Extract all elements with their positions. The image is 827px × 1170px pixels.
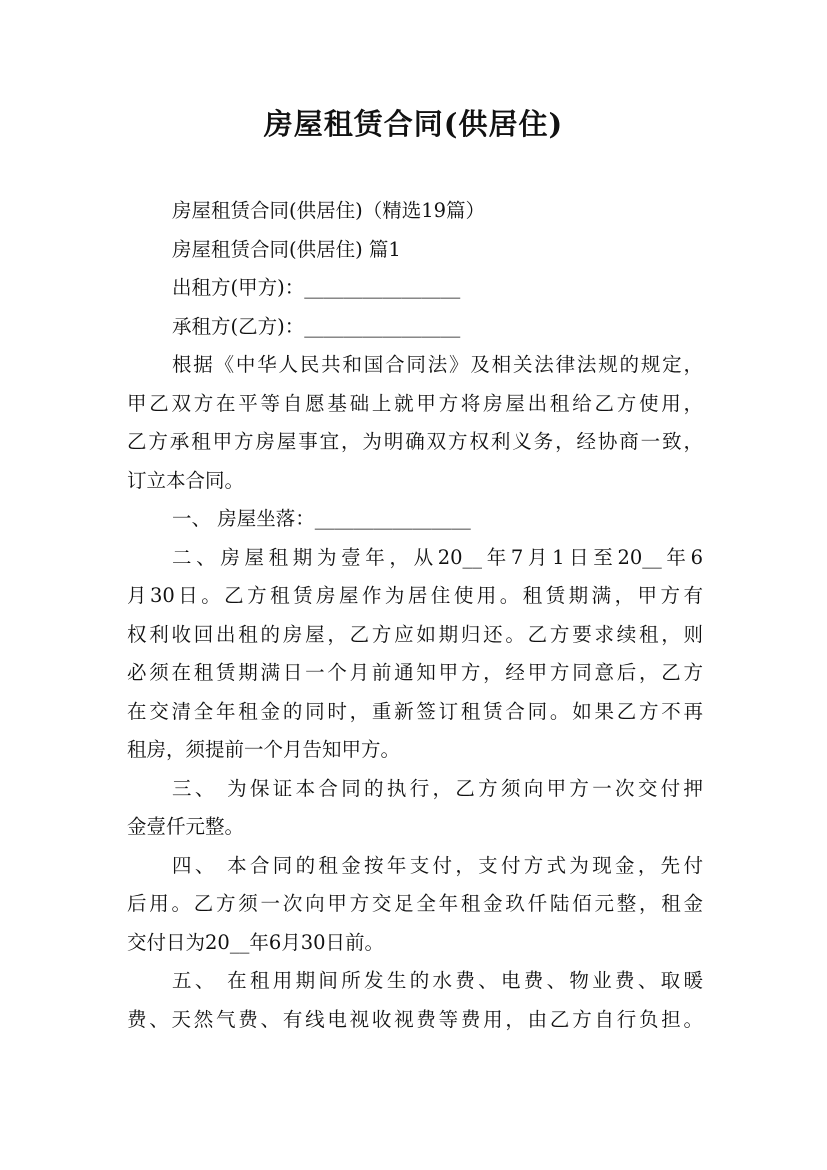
clause-2-line: 权利收回出租的房屋，乙方应如期归还。乙方要求续租，则	[127, 622, 703, 646]
document-title: 房屋租赁合同(供居住)	[263, 107, 564, 141]
preamble-line: 订立本合同。	[127, 468, 245, 492]
document-body	[127, 192, 703, 1039]
lessee-field: 承租方(乙方)：________________	[172, 314, 461, 338]
clause-3-line: 三、 为保证本合同的执行，乙方须向甲方一次交付押	[172, 776, 703, 800]
clause-3-line: 金壹仟元整。	[127, 815, 245, 838]
clause-4-line: 交付日为20__年6月30日前。	[127, 930, 385, 954]
subtitle-line: 房屋租赁合同(供居住)（精选19篇）	[172, 199, 486, 222]
clause-2-line: 在交清全年租金的同时，重新签订租赁合同。如果乙方不再	[127, 699, 703, 723]
clause-1-line: 一、 房屋坐落：________________	[172, 507, 471, 530]
clause-2-line: 二、房屋租期为壹年，从20__年7月1日至20__年6	[172, 545, 703, 569]
lessor-field: 出租方(甲方)：________________	[172, 276, 461, 299]
clause-2-line: 租房，须提前一个月告知甲方。	[127, 738, 401, 761]
preamble-line: 甲乙双方在平等自愿基础上就甲方将房屋出租给乙方使用，	[127, 391, 703, 415]
clause-5-line: 费、天然气费、有线电视收视费等费用，由乙方自行负担。	[127, 1007, 703, 1031]
clause-4-line: 四、 本合同的租金按年支付，支付方式为现金，先付	[172, 853, 703, 877]
preamble-line: 乙方承租甲方房屋事宜，为明确双方权利义务，经协商一致，	[127, 430, 703, 453]
clause-5-line: 五、 在租用期间所发生的水费、电费、物业费、取暖	[172, 969, 703, 992]
section-heading: 房屋租赁合同(供居住) 篇1	[172, 237, 401, 261]
clause-2-line: 月30日。乙方租赁房屋作为居住使用。租赁期满，甲方有	[127, 584, 703, 607]
clause-4-line: 后用。乙方须一次向甲方交足全年租金玖仟陆佰元整，租金	[127, 892, 703, 915]
clause-2-line: 必须在租赁期满日一个月前通知甲方，经甲方同意后，乙方	[127, 661, 703, 684]
preamble-line: 根据《中华人民共和国合同法》及相关法律法规的规定，	[172, 353, 703, 376]
